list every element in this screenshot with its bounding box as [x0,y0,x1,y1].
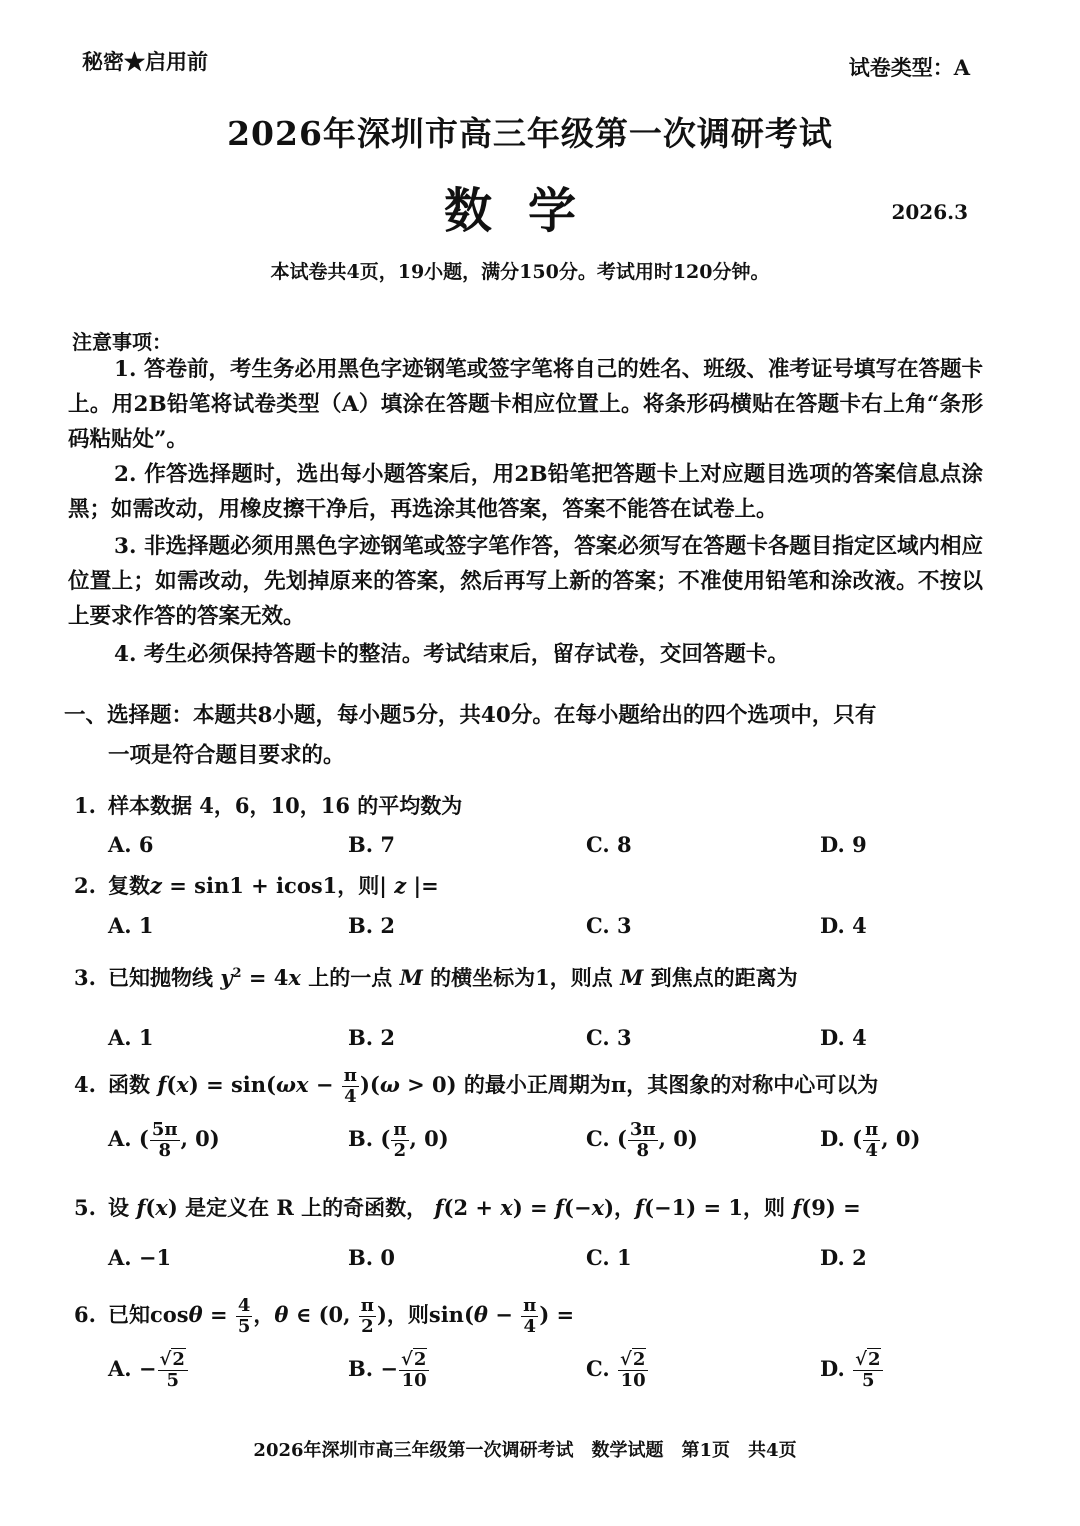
q2-option-b: B. 2 [348,913,395,938]
question-number: 6. [74,1302,96,1327]
section-line-2: 一项是符合题目要求的。 [108,743,345,768]
subject-title: 数学 [443,183,612,239]
question-4 [74,1066,878,1107]
exam-date: 2026.3 [891,200,968,224]
notice-text-4: 4. 考生必须保持答题卡的整洁。考试结束后，留存试卷，交回答题卡。 [114,642,789,667]
question-stem-part: 设 [108,1195,129,1220]
q5-option-a: A. −1 [108,1245,172,1270]
option-label: C. [586,1356,610,1381]
question-stem-part: 复数 [108,873,150,898]
math-expression: f(x) [136,1195,186,1220]
q5-option-b: B. 0 [348,1245,395,1270]
question-stem-part: ，则 [337,873,380,898]
question-stem-part: ，则 [386,1302,429,1327]
page-footer: 2026年深圳市高三年级第一次调研考试 数学试题 第1页 共4页 [253,1440,797,1461]
math-expression: f(x) = sin(ωx − $\frac{\pi}{4}$ )(ω > 0) [157,1065,464,1107]
secret-mark: 秘密★启用前 [82,49,208,74]
notice-heading: 注意事项： [72,330,172,354]
q3-option-a: A. 1 [108,1025,154,1050]
option-label: D. [820,1126,845,1151]
question-2 [74,870,439,900]
math-expression: | z |= [379,873,439,898]
question-stem-part: 的最小正周期为π，其图象的对称中心可以为 [463,1072,879,1097]
q6-option-a: A. − $\frac{√2}{5}$ [108,1350,189,1391]
section-line-1: 一、选择题：本题共8小题，每小题5分，共40分。在每小题给出的四个选项中，只有 [64,703,877,728]
option-label: B. [348,1126,374,1151]
section-heading [64,696,994,776]
notice-text-2: 2. 作答选择题时，选出每小题答案后，用2B铅笔把答题卡上对应题目选项的答案信息点涂黑；如需改动，用橡皮擦干净后，再选涂其他答案，答案不能答在试卷上。 [68,462,983,522]
q4-option-b: B. ( $\frac{\pi}{2}$ , 0) [348,1119,449,1161]
q4-option-a: A. ( $\frac{5\pi}{8}$ , 0) [108,1119,220,1161]
question-stem-part: 已知抛物线 [108,965,213,990]
paper-type: 试卷类型：A [848,55,970,80]
exam-info: 本试卷共4页，19小题，满分150分。考试用时120分钟。 [270,261,770,283]
notice-item-2 [68,457,983,527]
question-number: 3. [74,965,96,990]
question-stem-part: 是定义在 [185,1195,270,1220]
q2-option-d: D. 4 [820,913,867,938]
question-number: 5. [74,1195,96,1220]
notice-text-3: 3. 非选择题必须用黑色字迹钢笔或签字笔作答，答案必须写在答题卡各题目指定区域内相应位置上；如需改动，先划掉原来的答案，然后再写上新的答案；不准使用铅笔和涂改液。不按以上要求作答的答案无效。 [68,534,983,629]
question-stem-part: 的横坐标为1，则点 [430,965,613,990]
q6-option-b: B. − $\frac{√2}{10}$ [348,1350,430,1391]
math-expression: cosθ = $\frac{4}{5}$ ，θ ∈ (0, $\frac{\pi}{2}$ ) [150,1295,387,1337]
question-5 [74,1192,861,1222]
question-number: 1. [74,793,96,818]
notice-item-3 [68,529,983,634]
option-label: B. [348,1356,374,1381]
option-label: D. [820,1356,845,1381]
q3-option-d: D. 4 [820,1025,867,1050]
question-stem-part: 上的奇函数， [301,1195,428,1220]
question-stem-part: 上的一点 [308,965,393,990]
question-stem-part: 函数 [108,1072,150,1097]
q4-option-c: C. ( $\frac{3\pi}{8}$ , 0) [586,1119,698,1161]
math-expression: f(2 + x) = f(−x)，f(−1) = 1，则 f(9) = [434,1195,861,1220]
question-stem-part: 到焦点的距离为 [650,965,798,990]
math-expression: R [276,1195,294,1220]
option-label: A. [108,1356,132,1381]
math-expression: M [620,965,644,990]
q1-option-a: A. 6 [108,832,154,857]
q1-option-d: D. 9 [820,832,867,857]
math-expression: z = sin1 + icos1 [150,873,338,898]
q6-option-c: C. $\frac{√2}{10}$ [586,1350,649,1391]
q5-option-c: C. 1 [586,1245,632,1270]
question-number: 2. [74,873,96,898]
q1-option-c: C. 8 [586,832,632,857]
option-label: A. [108,1126,132,1151]
q3-option-c: C. 3 [586,1025,632,1050]
exam-title: 2026年深圳市高三年级第一次调研考试 [227,114,833,153]
question-6 [74,1296,574,1337]
math-expression: $y^2 = 4x$ [220,965,301,990]
q5-option-d: D. 2 [820,1245,867,1270]
notice-item-4 [68,637,983,672]
question-stem-part: 已知 [108,1302,150,1327]
notice-text-1: 1. 答卷前，考生务必用黑色字迹钢笔或签字笔将自己的姓名、班级、准考证号填写在答题卡上。用2B铅笔将试卷类型（A）填涂在答题卡相应位置上。将条形码横贴在答题卡右上角“条形码粘贴处”。 [68,357,983,452]
math-expression: M [399,965,423,990]
notice-item-1 [68,352,983,457]
q2-option-a: A. 1 [108,913,154,938]
question-3 [74,962,798,992]
question-stem: 样本数据 4，6，10，16 的平均数为 [108,793,463,818]
question-1 [74,790,462,820]
option-label: C. [586,1126,610,1151]
q1-option-b: B. 7 [348,832,395,857]
q6-option-d: D. $\frac{√2}{5}$ [820,1350,884,1391]
q3-option-b: B. 2 [348,1025,395,1050]
math-expression: sin(θ − $\frac{\pi}{4}$ ) = [428,1295,575,1337]
q4-option-d: D. ( $\frac{\pi}{4}$ , 0) [820,1119,921,1161]
question-number: 4. [74,1072,96,1097]
q2-option-c: C. 3 [586,913,632,938]
